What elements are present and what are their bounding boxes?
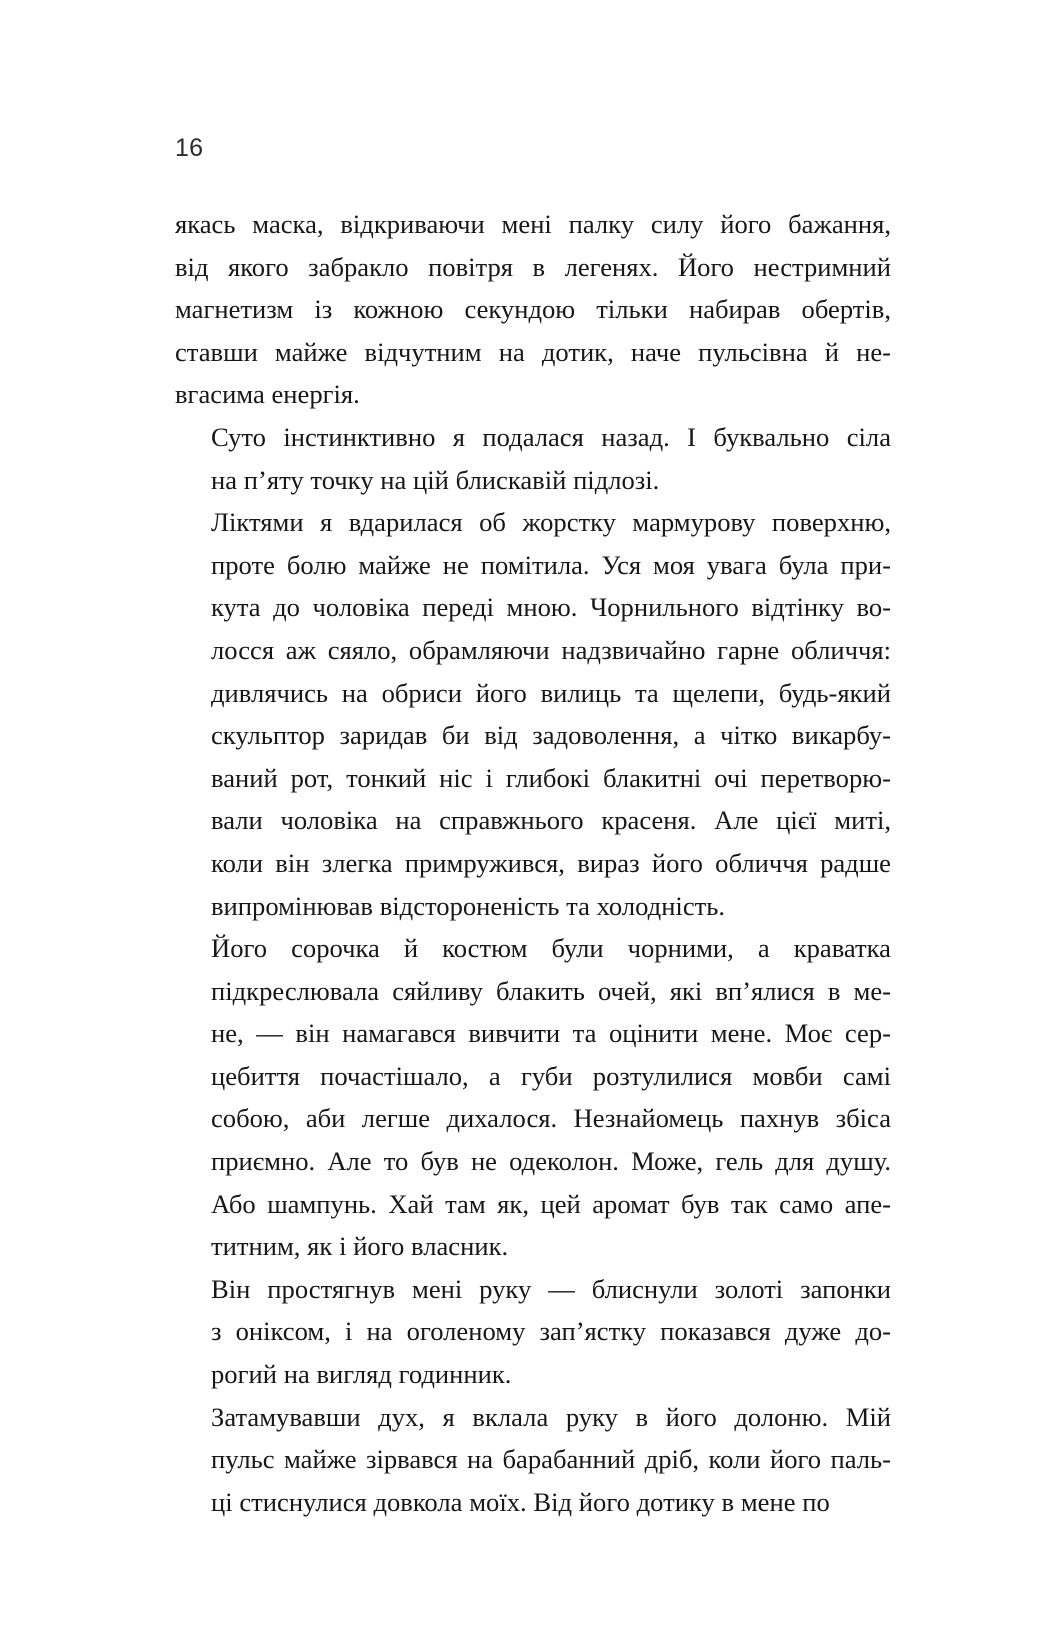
- text-line: скульптор заридав би від задоволення, а чітко викарбу-: [211, 720, 891, 751]
- text-line: пульс майже зірвався на барабанний дріб, коли його паль-: [211, 1444, 891, 1475]
- text-line: випромінював відстороненість та холодність.: [211, 890, 726, 921]
- text-line: магнетизм із кожною секундою тільки набирав обертів,: [175, 294, 891, 325]
- text-line: на п’яту точку на цій блискавій підлозі.: [211, 464, 660, 495]
- paragraph-3: [175, 501, 891, 927]
- text-line: Він простягнув мені руку — блиснули золоті запонки: [211, 1273, 891, 1304]
- text-line: Суто інстинктивно я подалася назад. І буквально сіла: [211, 421, 891, 452]
- text-line: кута до чоловіка переді мною. Чорнильного відтінку во-: [211, 592, 891, 623]
- text-line: цебиття почастішало, а губи розтулилися мовби самі: [211, 1060, 891, 1091]
- text-line: ці стиснулися довкола моїх. Від його дотику в мене по: [211, 1486, 830, 1517]
- paragraph-4: [175, 927, 891, 1268]
- text-line: якась маска, відкриваючи мені палку силу його бажання,: [175, 209, 891, 239]
- text-line: підкреслювала сяйливу блакить очей, які вп’ялися в ме-: [211, 975, 891, 1006]
- text-line: ваний рот, тонкий ніс і глибокі блакитні очі перетворю-: [211, 762, 891, 793]
- text-line: проте болю майже не помітила. Уся моя увага була при-: [211, 549, 891, 580]
- text-line: не, — він намагався вивчити та оцінити мене. Моє сер-: [211, 1018, 891, 1049]
- text-line: приємно. Але то був не одеколон. Може, гель для душу.: [211, 1146, 891, 1177]
- text-line: рогий на вигляд годинник.: [211, 1359, 512, 1390]
- page-number: 16: [175, 134, 204, 162]
- text-line: дивлячись на обриси його вилиць та щелепи, будь-який: [211, 677, 891, 708]
- text-line: від якого забракло повітря в легенях. Його нестримний: [175, 251, 891, 282]
- text-line: вгасима енергія.: [175, 379, 360, 410]
- text-line: титним, як і його власник.: [211, 1231, 509, 1262]
- paragraph-5: [175, 1268, 891, 1396]
- text-line: з оніксом, і на оголеному зап’ястку показався дуже до-: [211, 1316, 891, 1347]
- text-line: собою, аби легше дихалося. Незнайомець пахнув збіса: [211, 1103, 891, 1134]
- text-line: коли він злегка примружився, вираз його обличчя радше: [211, 847, 891, 878]
- paragraph-2: [175, 416, 891, 501]
- paragraph-6: [175, 1396, 891, 1524]
- body-text-block: [175, 203, 891, 1523]
- text-line: Його сорочка й костюм були чорними, а краватка: [211, 933, 891, 964]
- text-line: Або шампунь. Хай там як, цей аромат був так само апе-: [211, 1188, 891, 1219]
- text-line: ставши майже відчутним на дотик, наче пульсівна й не-: [175, 336, 891, 367]
- paragraph-1: [175, 203, 891, 416]
- text-line: Затамувавши дух, я вклала руку в його долоню. Мій: [211, 1401, 891, 1432]
- text-line: вали чоловіка на справжнього красеня. Але цієї миті,: [211, 805, 891, 836]
- text-line: лосся аж сяяло, обрамляючи надзвичайно гарне обличчя:: [211, 634, 891, 665]
- text-line: Ліктями я вдарилася об жорстку мармурову поверхню,: [211, 507, 891, 538]
